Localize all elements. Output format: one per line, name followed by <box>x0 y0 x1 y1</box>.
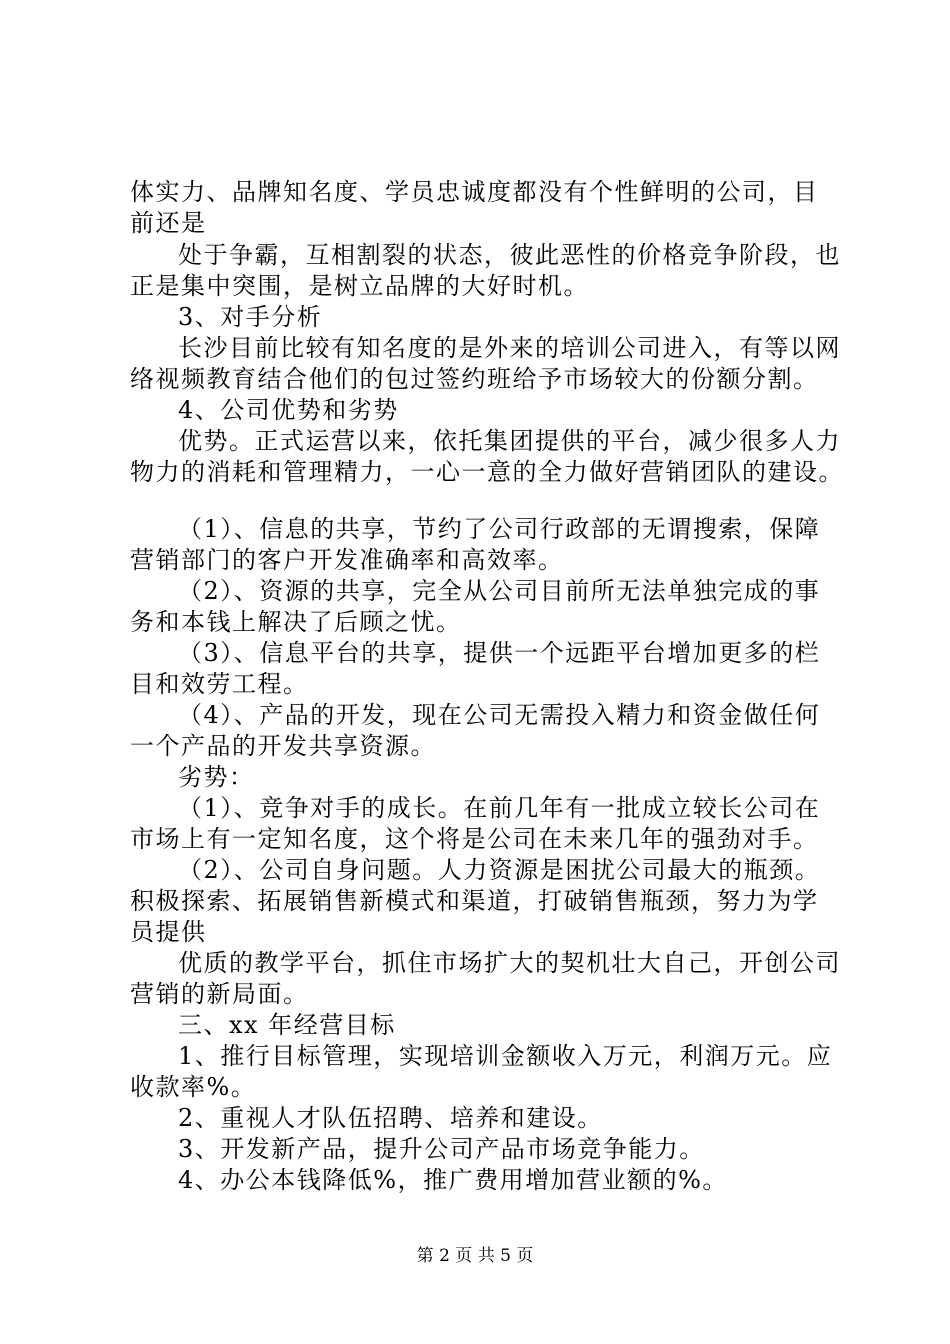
text-line: 一个产品的开发共享资源。 <box>130 732 436 760</box>
text-line: （4）、产品的开发，现在公司无需投入精力和资金做任何 <box>178 701 821 729</box>
text-line: （1）、竞争对手的成长。在前几年有一批成立较长公司在 <box>178 794 821 822</box>
text-line: 4、办公本钱降低%，推广费用增加营业额的%。 <box>178 1166 728 1194</box>
text-line: 体实力、品牌知名度、学员忠诚度都没有个性鲜明的公司，目 <box>130 178 819 206</box>
text-line: （1）、信息的共享，节约了公司行政部的无谓搜索，保障 <box>178 515 821 543</box>
text-line: 络视频教育结合他们的包过签约班给予市场较大的份额分割。 <box>130 365 819 393</box>
text-line: （3）、信息平台的共享，提供一个远距平台增加更多的栏 <box>178 639 821 667</box>
text-line: 营销的新局面。 <box>130 980 309 1008</box>
text-line: 2、重视人才队伍招聘、培养和建设。 <box>178 1104 603 1132</box>
text-line: （2）、公司自身问题。人力资源是困扰公司最大的瓶颈。 <box>178 856 821 884</box>
text-line: 积极探索、拓展销售新模式和渠道，打破销售瓶颈，努力为学 <box>130 887 819 915</box>
text-line: 务和本钱上解决了后顾之忧。 <box>130 608 462 636</box>
text-line: 3、对手分析 <box>178 303 323 331</box>
text-line: 优势。正式运营以来，依托集团提供的平台，减少很多人力 <box>178 427 841 455</box>
page-number-footer: 第 2 页 共 5 页 <box>416 1246 534 1266</box>
text-line: 目和效劳工程。 <box>130 670 309 698</box>
text-line: 营销部门的客户开发准确率和高效率。 <box>130 546 564 574</box>
text-line: 优质的教学平台，抓住市场扩大的契机壮大自己，开创公司 <box>178 949 841 977</box>
text-line: （2）、资源的共享，完全从公司目前所无法单独完成的事 <box>178 577 821 605</box>
text-line: 劣势： <box>178 763 255 791</box>
text-line: 前还是 <box>130 209 207 237</box>
text-line: 收款率%。 <box>130 1073 257 1101</box>
text-line: 物力的消耗和管理精力，一心一意的全力做好营销团队的建设。 <box>130 458 844 486</box>
text-line: 处于争霸，互相割裂的状态，彼此恶性的价格竞争阶段，也 <box>178 241 841 269</box>
text-line: 正是集中突围，是树立品牌的大好时机。 <box>130 272 589 300</box>
text-line: 三、xx 年经营目标 <box>178 1011 396 1039</box>
text-line: 长沙目前比较有知名度的是外来的培训公司进入，有等以网 <box>178 334 841 362</box>
text-line: 市场上有一定知名度，这个将是公司在未来几年的强劲对手。 <box>130 825 819 853</box>
text-line: 员提供 <box>130 918 207 946</box>
text-line: 1、推行目标管理，实现培训金额收入万元，利润万元。应 <box>178 1042 833 1070</box>
text-line: 3、开发新产品，提升公司产品市场竞争能力。 <box>178 1135 705 1163</box>
text-line: 4、公司优势和劣势 <box>178 396 399 424</box>
